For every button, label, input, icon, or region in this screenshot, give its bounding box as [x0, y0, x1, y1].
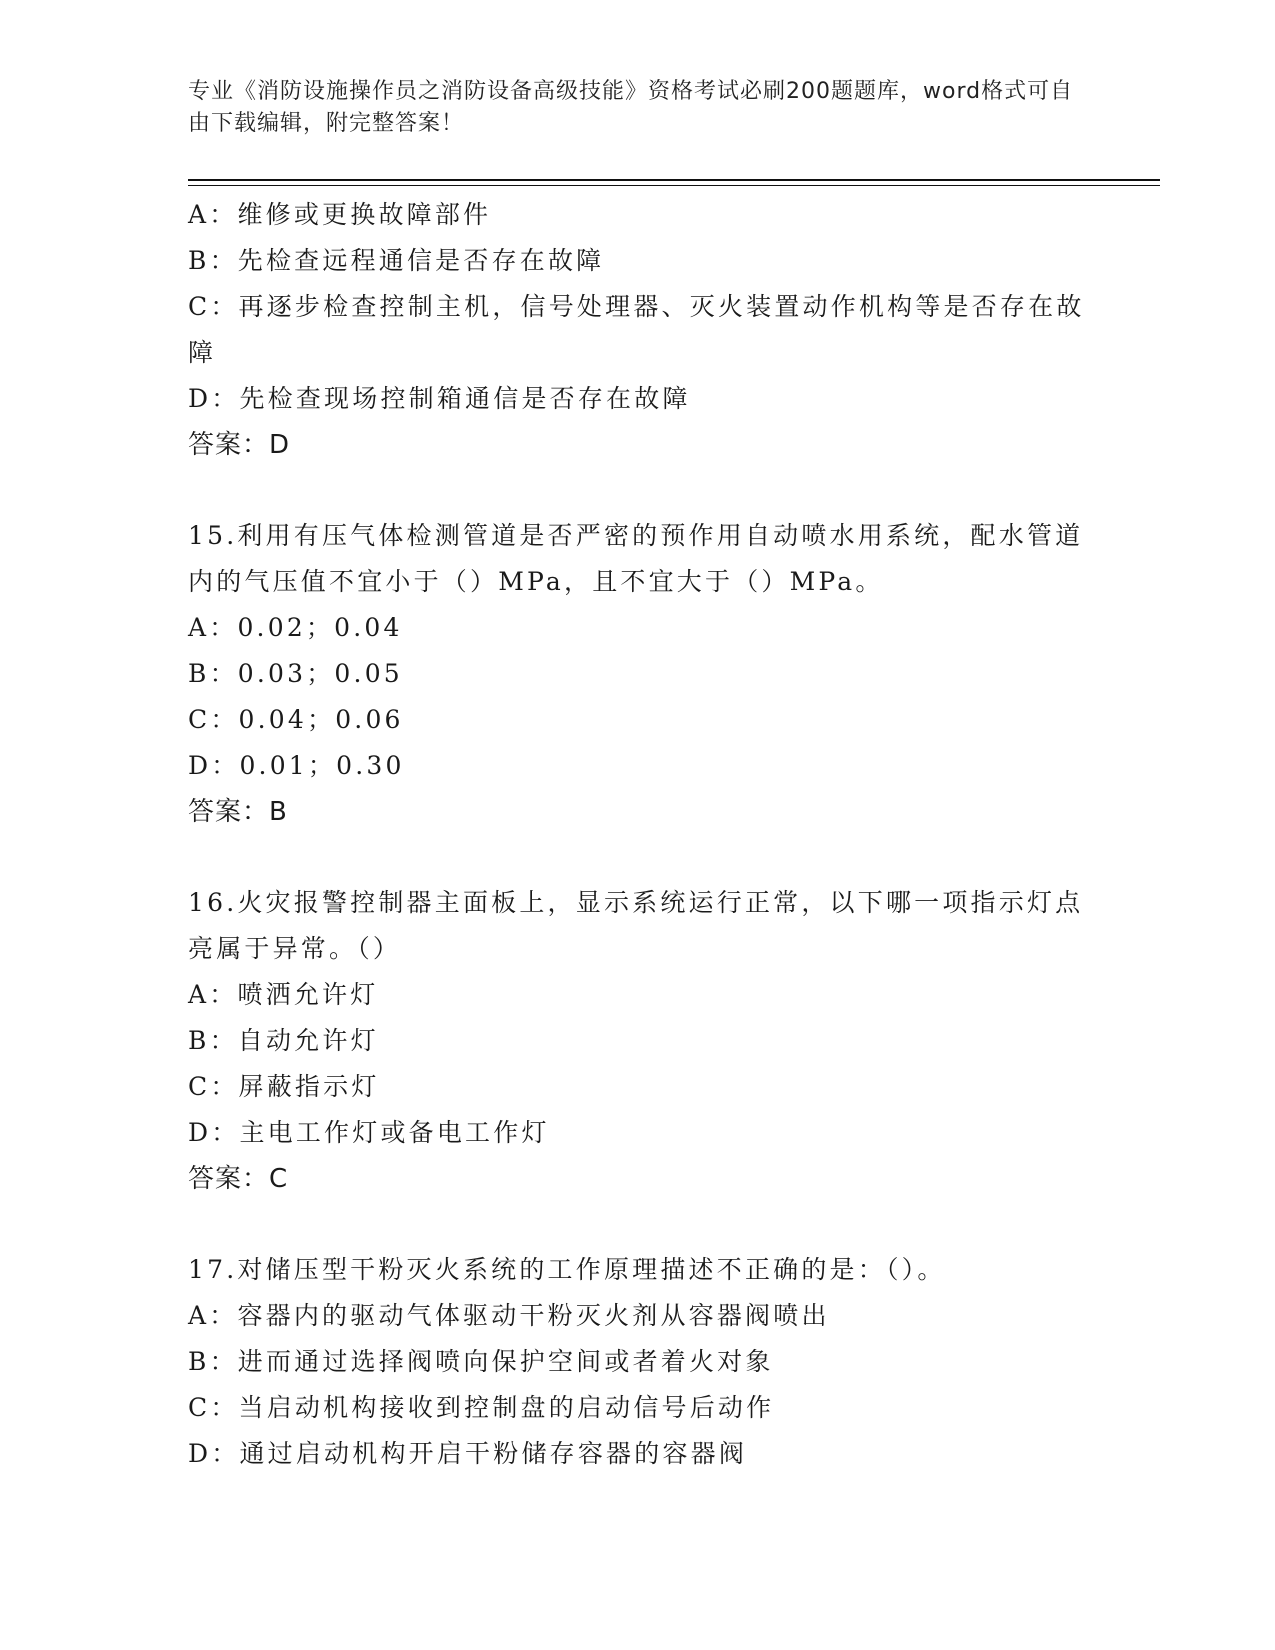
option-a: A：容器内的驱动气体驱动干粉灭火剂从容器阀喷出	[188, 1301, 830, 1330]
question-16-block	[188, 880, 1088, 1202]
question-16-text: 16.火灾报警控制器主面板上，显示系统运行正常，以下哪一项指示灯点亮属于异常。（）	[188, 888, 1084, 963]
option-b: B：先检查远程通信是否存在故障	[188, 246, 605, 275]
question-15-text: 15.利用有压气体检测管道是否严密的预作用自动喷水用系统，配水管道内的气压值不宜小于（）MPa，且不宜大于（）MPa。	[188, 521, 1084, 596]
answer-16: 答案：C	[188, 1164, 289, 1194]
option-b: B：自动允许灯	[188, 1026, 379, 1055]
question-17-block	[188, 1247, 1088, 1477]
answer-14: 答案：D	[188, 430, 291, 460]
question-content	[188, 192, 1088, 1477]
spacer	[188, 1202, 1088, 1247]
answer-15: 答案：B	[188, 797, 288, 827]
spacer	[188, 468, 1088, 513]
option-d: D：通过启动机构开启干粉储存容器的容器阀	[188, 1439, 748, 1468]
option-a: A：喷洒允许灯	[188, 980, 379, 1009]
header-rule-thick	[188, 179, 1160, 181]
option-a: A：维修或更换故障部件	[188, 200, 492, 229]
option-c: C：当启动机构接收到控制盘的启动信号后动作	[188, 1393, 775, 1422]
option-c: C：再逐步检查控制主机，信号处理器、灭火装置动作机构等是否存在故障	[188, 292, 1085, 367]
option-c: C：0.04；0.06	[188, 705, 404, 734]
option-c: C：屏蔽指示灯	[188, 1072, 380, 1101]
option-d: D：0.01；0.30	[188, 751, 405, 780]
option-a: A：0.02；0.04	[188, 613, 403, 642]
option-d: D：先检查现场控制箱通信是否存在故障	[188, 384, 691, 413]
document-header: 专业《消防设施操作员之消防设备高级技能》资格考试必刷200题题库，word格式可自由下载编辑，附完整答案！	[188, 79, 1074, 136]
question-14-block	[188, 192, 1088, 468]
header-rule-thin	[188, 185, 1160, 186]
question-15-block	[188, 513, 1088, 835]
option-b: B：进而通过选择阀喷向保护空间或者着火对象	[188, 1347, 774, 1376]
question-17-text: 17.对储压型干粉灭火系统的工作原理描述不正确的是：（）。	[188, 1255, 946, 1284]
option-b: B：0.03；0.05	[188, 659, 403, 688]
spacer	[188, 835, 1088, 880]
option-d: D：主电工作灯或备电工作灯	[188, 1118, 550, 1147]
